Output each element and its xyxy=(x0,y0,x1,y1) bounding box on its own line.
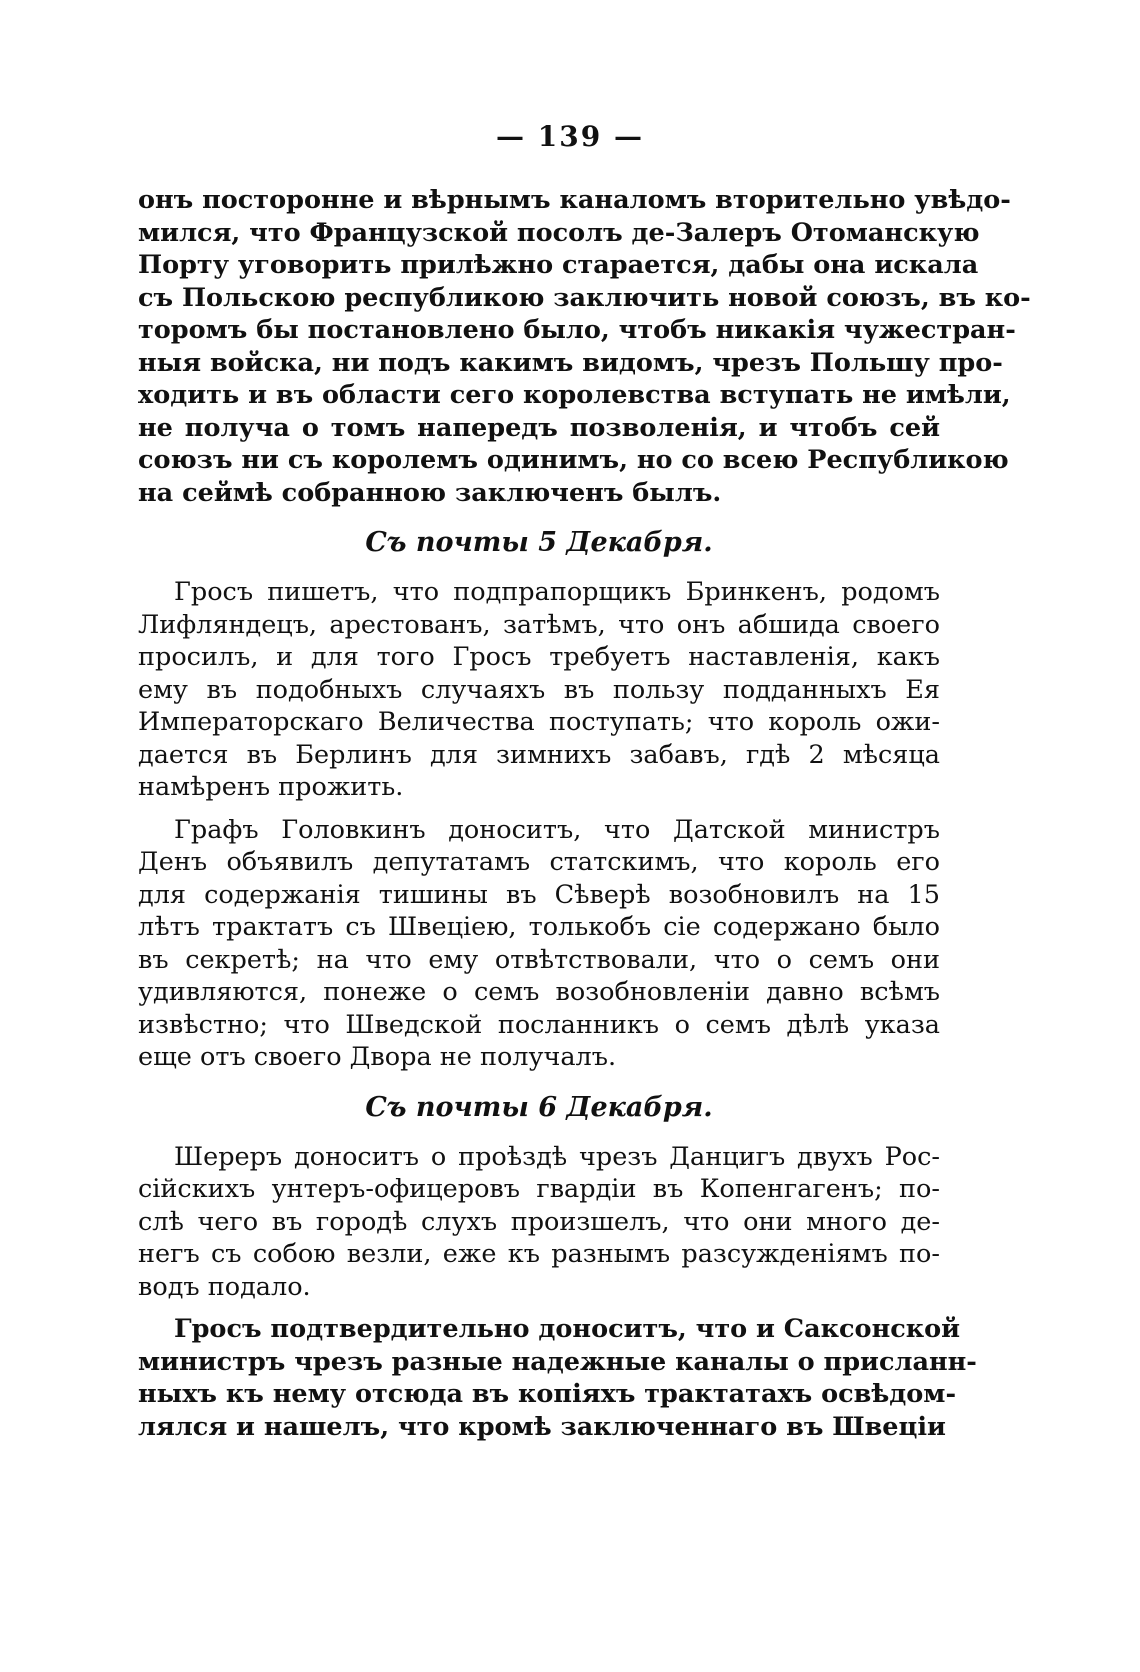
text-line: просилъ, и для того Гросъ требуетъ наставленія, какъ xyxy=(138,642,940,672)
text-line: Порту уговорить прилѣжно старается, дабы она искала xyxy=(138,250,979,280)
text-line: онъ посторонне и вѣрнымъ каналомъ вторительно увѣдо- xyxy=(138,185,1011,215)
text-line: лѣтъ трактатъ съ Швеціею, толькобъ сіе содержано было xyxy=(138,912,940,942)
section-heading-dec-5: Съ почты 5 Декабря. xyxy=(365,527,713,558)
text-line: лялся и нашелъ, что кромѣ заключеннаго въ Швеціи xyxy=(138,1411,946,1442)
paragraph-gros-brinken xyxy=(138,576,940,804)
text-line: Денъ объявилъ депутатамъ статскимъ, что король его xyxy=(138,847,940,877)
paragraph-golovkin xyxy=(138,814,940,1074)
text-line: торомъ бы постановлено было, чтобъ никакія чужестран- xyxy=(138,315,1016,345)
text-line: дается въ Берлинъ для зимнихъ забавъ, гдѣ 2 мѣсяца xyxy=(138,739,940,770)
text-line: ходить и въ области сего королевства вступать не имѣли, xyxy=(138,380,1011,410)
paragraph-gap xyxy=(138,804,940,814)
paragraph-continued xyxy=(138,184,1031,509)
text-line: сійскихъ унтеръ-офицеровъ гвардіи въ Копенгагенъ; по- xyxy=(138,1174,940,1204)
paragraph-scherer xyxy=(138,1141,940,1304)
text-line: Гросъ подтвердительно доноситъ, что и Саксонской xyxy=(174,1314,961,1344)
text-line: слѣ чего въ городѣ слухъ произшелъ, что они много де- xyxy=(138,1206,940,1237)
text-line: Гросъ пишетъ, что подпрапорщикъ Бринкенъ, родомъ xyxy=(174,577,940,607)
text-line: съ Польскою республикою заключить новой союзъ, въ ко- xyxy=(138,282,1031,313)
text-line: не получа о томъ напередъ позволенія, и чтобъ сей xyxy=(138,412,940,443)
section-heading-dec-6: Съ почты 6 Декабря. xyxy=(365,1091,713,1123)
text-line: союзъ ни съ королемъ одинимъ, но со всею Республикою xyxy=(138,445,1009,475)
text-line: ныхъ къ нему отсюда въ копіяхъ трактатахъ освѣдом- xyxy=(138,1379,957,1409)
text-line: водъ подало. xyxy=(138,1271,311,1302)
text-line: ныя войска, ни подъ какимъ видомъ, чрезъ Польшу про- xyxy=(138,347,1003,378)
text-line: удивляются, понеже о семъ возобновленіи давно всѣмъ xyxy=(138,977,940,1007)
text-line: негъ съ собою везли, еже къ разнымъ разсужденіямъ по- xyxy=(138,1239,940,1269)
text-line: на сеймѣ собранною заключенъ былъ. xyxy=(138,477,722,508)
text-line: Лифляндецъ, арестованъ, затѣмъ, что онъ абшида своего xyxy=(138,609,940,640)
text-line: еще отъ своего Двора не получалъ. xyxy=(138,1042,617,1072)
paragraph-gap xyxy=(138,1303,940,1313)
text-line: министръ чрезъ разные надежные каналы о присланн- xyxy=(138,1346,977,1377)
body-text xyxy=(138,184,1031,1443)
text-line: въ секретѣ; на что ему отвѣтствовали, что о семъ они xyxy=(138,944,940,975)
text-line: для содержанія тишины въ Сѣверѣ возобновилъ на 15 xyxy=(138,879,940,910)
text-line: Шереръ доноситъ о проѣздѣ чрезъ Данцигъ двухъ Рос- xyxy=(174,1141,940,1172)
text-line: Графъ Головкинъ доноситъ, что Датской министръ xyxy=(174,814,940,845)
text-line: Императорскаго Величества поступать; что король ожи- xyxy=(138,707,940,737)
text-line: намѣренъ прожить. xyxy=(138,772,404,802)
paragraph-gros-saxon xyxy=(138,1313,977,1443)
text-line: ему въ подобныхъ случаяхъ въ пользу подданныхъ Ея xyxy=(138,674,940,705)
text-line: извѣстно; что Шведской посланникъ о семъ дѣлѣ указа xyxy=(138,1009,940,1040)
text-line: мился, что Французской посолъ де-Залеръ Отоманскую xyxy=(138,217,980,248)
page-number: — 139 — xyxy=(496,120,644,153)
